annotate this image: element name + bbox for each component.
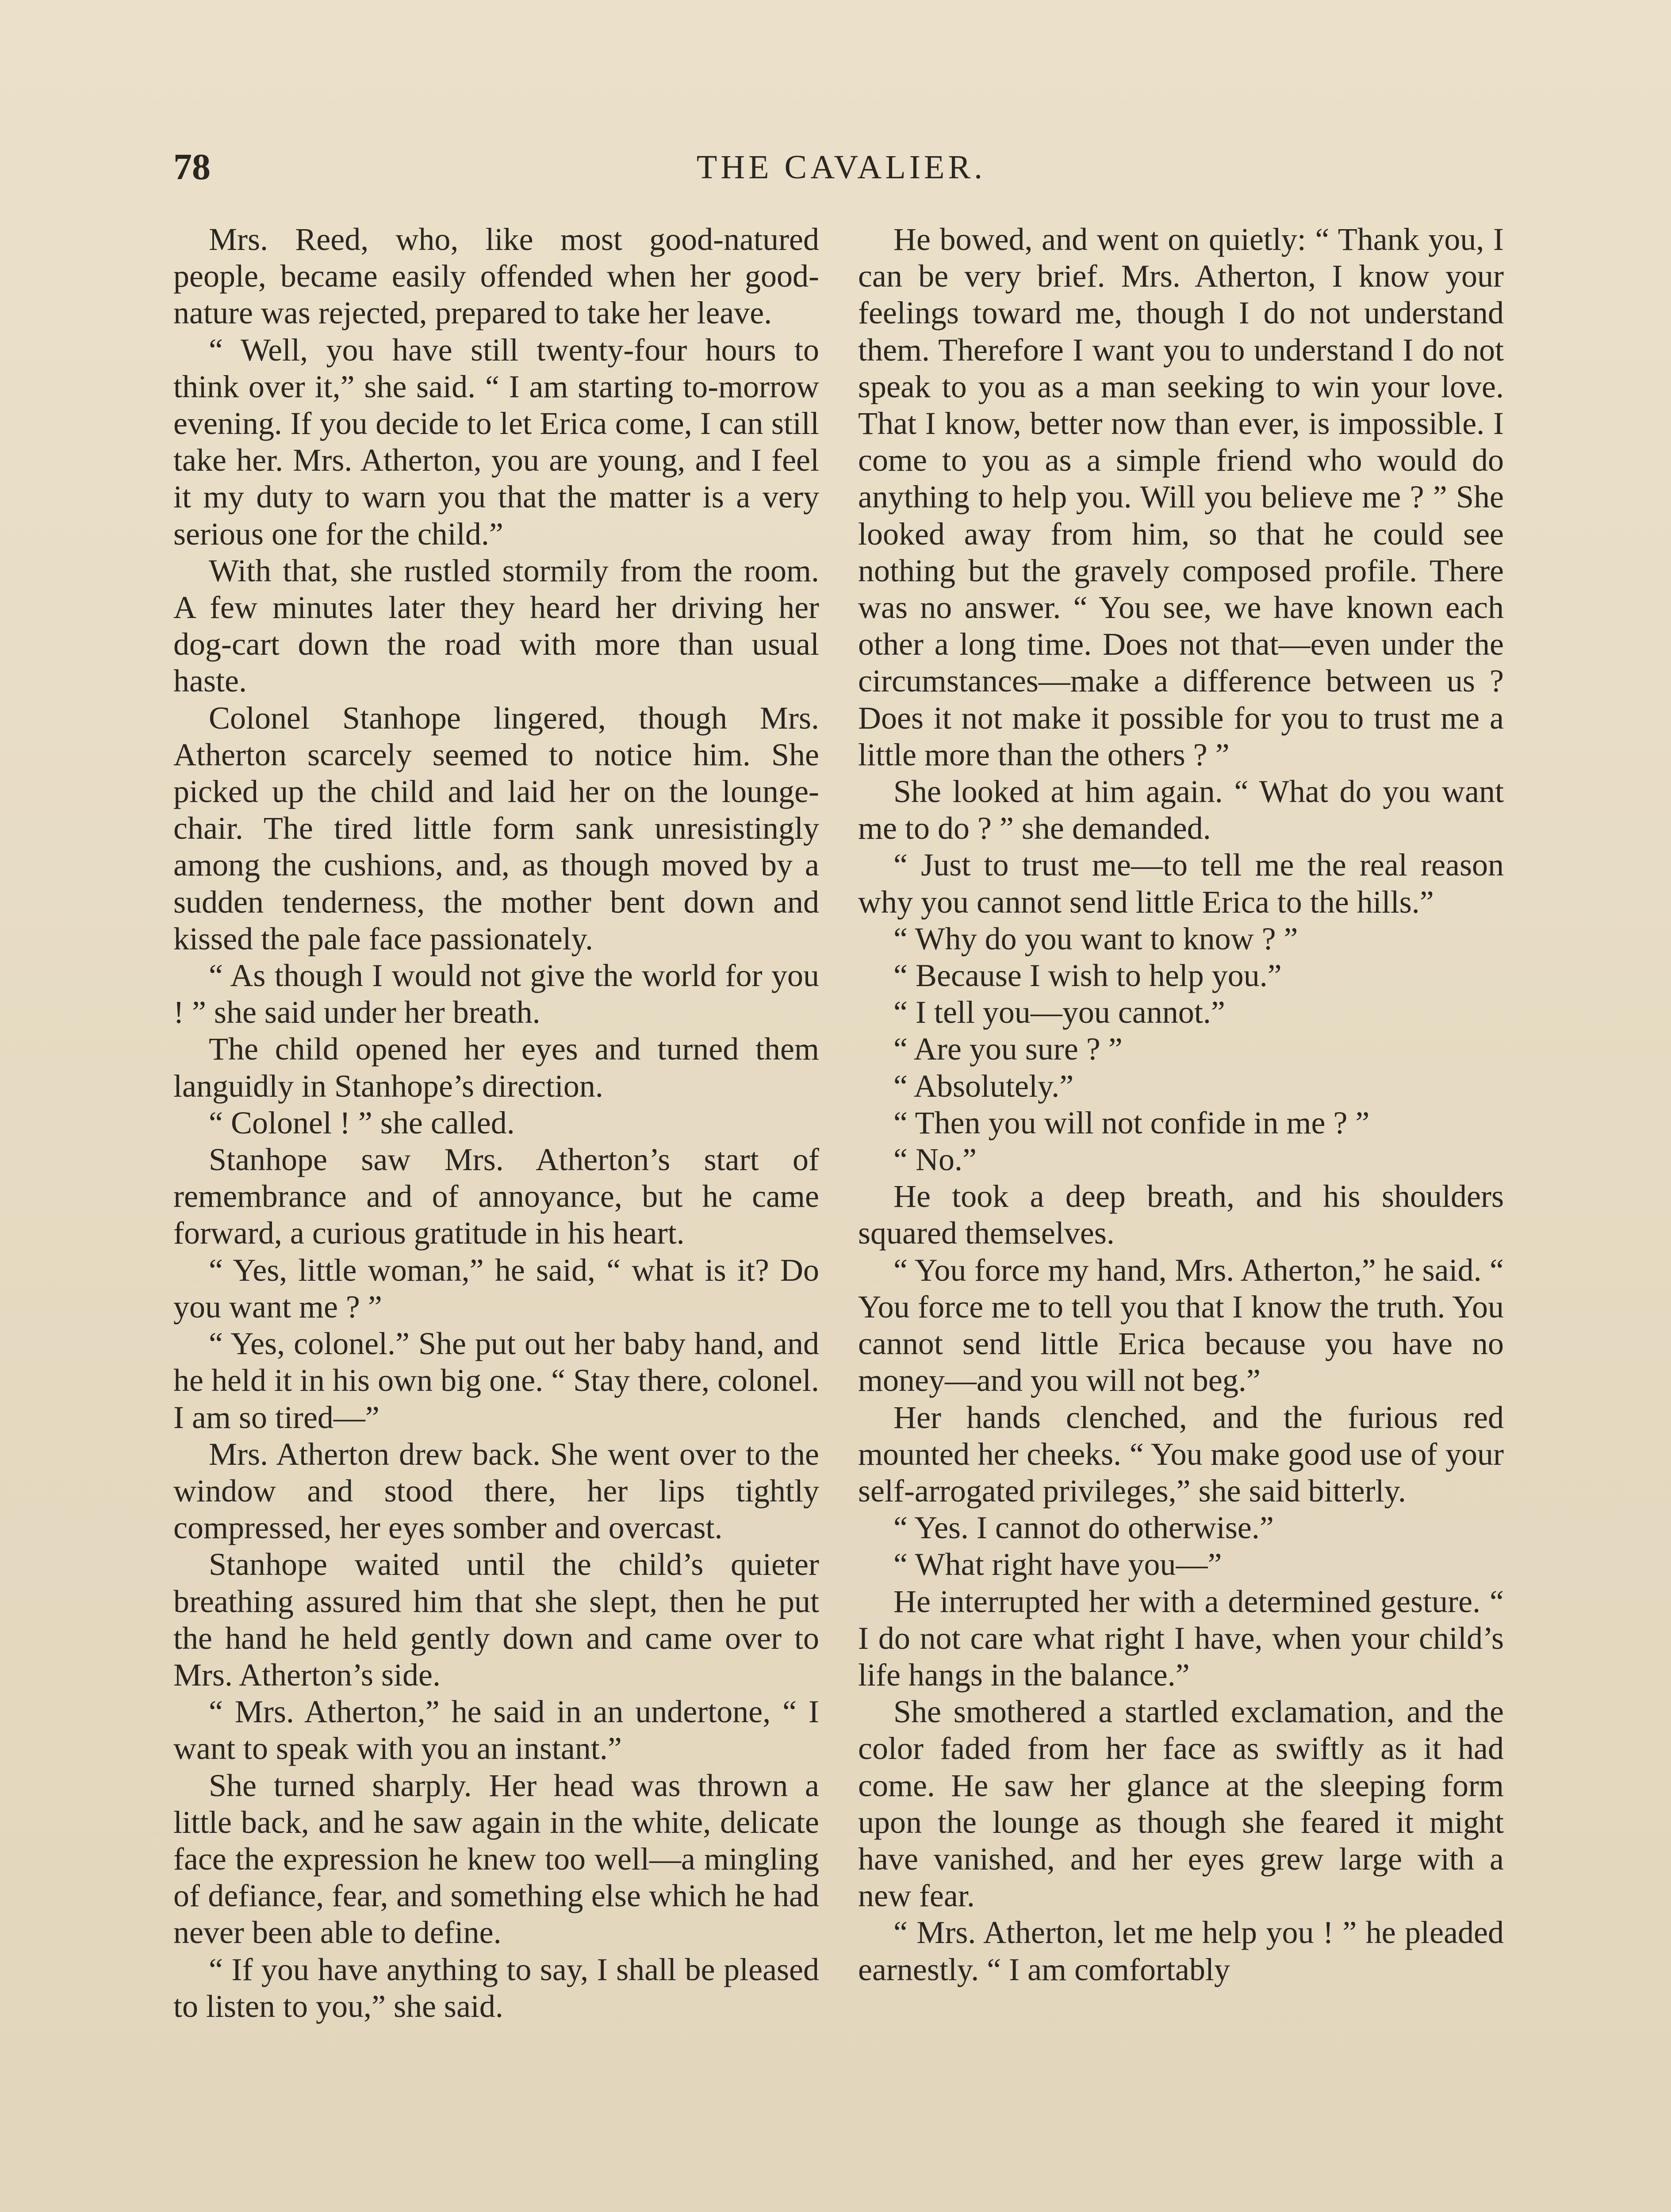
paragraph: Her hands clenched, and the furious red mounted her cheeks. “ You make good use of your self-arrogated privileges,” she said bitterly.: [858, 1399, 1504, 1509]
paragraph: “ Yes. I cannot do otherwise.”: [893, 1510, 1274, 1546]
paragraph: “ No.”: [893, 1142, 977, 1178]
paragraph: “ Yes, colonel.” She put out her baby hand, and he held it in his own big one. “ Stay there, colonel. I am so tired—”: [173, 1326, 819, 1435]
paragraph: She smothered a startled exclamation, and the color faded from her face as swiftly as it had come. He saw her glance at the sleeping form upon the lounge as though she feared it might have vanished, and her eyes grew large with a new fear.: [858, 1694, 1504, 1914]
paragraph: “ Why do you want to know ? ”: [893, 921, 1298, 956]
paragraph: “ Mrs. Atherton,” he said in an undertone, “ I want to speak with you an instant.”: [173, 1694, 819, 1767]
paragraph: “ Colonel ! ” she called.: [209, 1105, 515, 1141]
paragraph: “ Then you will not confide in me ? ”: [893, 1105, 1370, 1141]
paragraph: “ As though I would not give the world for you ! ” she said under her breath.: [173, 958, 819, 1030]
paragraph: “ If you have anything to say, I shall be pleased to listen to you,” she said.: [173, 1951, 819, 2024]
paragraph: Colonel Stanhope lingered, though Mrs. Atherton scarcely seemed to notice him. She picked up the child and laid her on the lounge-chair. The tired little form sank unresistingly among the cushions, and, as though moved by a sudden tenderness, the mother bent down and kissed the pale face passionately.: [173, 700, 819, 956]
page-header: [173, 141, 1509, 194]
paragraph: He bowed, and went on quietly: “ Thank you, I can be very brief. Mrs. Atherton, I know your feelings toward me, though I do not understand them. Therefore I want you to understand I do not speak to you as a man seeking to win your love. That I know, better now than ever, is impossible. I come to you as a simple friend who would do anything to help you. Will you believe me ? ” She looked away from him, so that he could see nothing but the gravely composed profile. There was no answer. “ You see, we have known each other a long time. Does not that—even under the circumstances—make a difference between us ? Does it not make it possible for you to trust me a little more than the others ? ”: [858, 222, 1504, 772]
paragraph: Stanhope saw Mrs. Atherton’s start of remembrance and of annoyance, but he came forward, a curious gratitude in his heart.: [173, 1142, 819, 1251]
running-title: THE CAVALIER.: [696, 149, 986, 186]
paragraph: She turned sharply. Her head was thrown a little back, and he saw again in the white, delicate face the expression he knew too well—a mingling of defiance, fear, and something else which he had never been able to define.: [173, 1767, 819, 1951]
paragraph: Mrs. Reed, who, like most good-natured people, became easily offended when her good-nature was rejected, prepared to take her leave.: [173, 222, 819, 331]
paragraph: “ Yes, little woman,” he said, “ what is it? Do you want me ? ”: [173, 1252, 819, 1325]
paragraph: She looked at him again. “ What do you want me to do ? ” she demanded.: [858, 774, 1504, 846]
paragraph: “ Because I wish to help you.”: [893, 958, 1282, 994]
paragraph: With that, she rustled stormily from the room. A few minutes later they heard her driving her dog-cart down the road with more than usual haste.: [173, 553, 819, 699]
paragraph: “ What right have you—”: [893, 1547, 1222, 1582]
page-number: 78: [173, 146, 211, 188]
paragraph: “ I tell you—you cannot.”: [893, 995, 1225, 1030]
paragraph: “ Well, you have still twenty-four hours to think over it,” she said. “ I am starting to-morrow evening. If you decide to let Erica come, I can still take her. Mrs. Atherton, you are young, and I feel it my duty to warn you that the matter is a very serious one for the child.”: [173, 332, 819, 552]
right-column: [858, 221, 1504, 1988]
paragraph: He took a deep breath, and his shoulders squared themselves.: [858, 1179, 1504, 1251]
paragraph: “ Just to trust me—to tell me the real reason why you cannot send little Erica to the hills.”: [858, 847, 1504, 920]
paragraph: “ Absolutely.”: [893, 1068, 1074, 1104]
paragraph: “ You force my hand, Mrs. Atherton,” he said. “ You force me to tell you that I know the truth. You cannot send little Erica because you have no money—and you will not beg.”: [858, 1252, 1504, 1398]
paragraph: The child opened her eyes and turned them languidly in Stanhope’s direction.: [173, 1031, 819, 1104]
paragraph: Mrs. Atherton drew back. She went over to the window and stood there, her lips tightly compressed, her eyes somber and overcast.: [173, 1436, 819, 1546]
paragraph: Stanhope waited until the child’s quieter breathing assured him that she slept, then he put the hand he held gently down and came over to Mrs. Atherton’s side.: [173, 1547, 819, 1693]
left-column: [173, 221, 819, 2025]
paragraph: “ Are you sure ? ”: [893, 1031, 1123, 1067]
paragraph: He interrupted her with a determined gesture. “ I do not care what right I have, when your child’s life hangs in the balance.”: [858, 1583, 1504, 1693]
paragraph: “ Mrs. Atherton, let me help you ! ” he pleaded earnestly. “ I am comfortably: [858, 1915, 1504, 1987]
